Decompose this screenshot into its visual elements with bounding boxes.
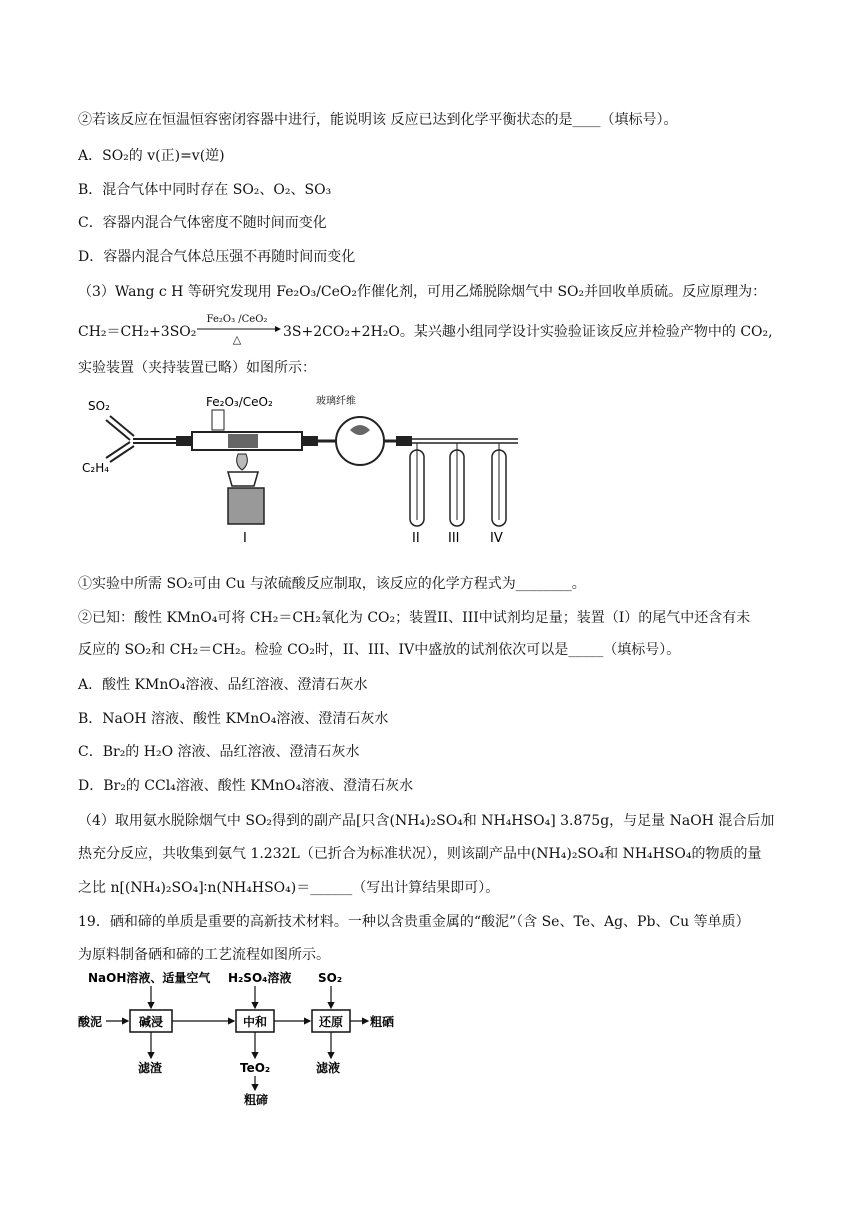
glass-fiber-bulb [336, 417, 384, 465]
reagent-so2: SO₂ [318, 971, 343, 985]
rubber-connector-1 [176, 436, 192, 446]
process-flowchart [78, 968, 418, 1108]
catalyst-label: Fe₂O₃/CeO₂ [206, 395, 273, 409]
q3-option-c: C．Br₂的 H₂O 溶液、品红溶液、澄清石灰水 [78, 744, 360, 760]
crude-te-label: 粗碲 [244, 1093, 269, 1107]
label-IV: IV [490, 531, 503, 546]
filtrate-label: 滤液 [316, 1061, 341, 1075]
q3-setup-text: 实验装置（夹持装置已略）如图所示： [78, 360, 316, 376]
test-tube-II [410, 443, 424, 526]
glass-fiber-label: 玻璃纤维 [316, 396, 356, 407]
q3-2-line1: ②已知：酸性 KMnO₄可将 CH₂＝CH₂氧化为 CO₂；装置II、III中试剂均足量；装置（I）的尾气中还含有未 [78, 610, 751, 626]
step1-label: 碱浸 [138, 1015, 164, 1029]
q3-2-line2: 反应的 SO₂和 CH₂＝CH₂。检验 CO₂时，II、III、IV中盛放的试剂依次可以是_____（填标号）。 [78, 642, 681, 658]
c2h4-label: C₂H₄ [82, 461, 110, 475]
q19-line1: 19．硒和碲的单质是重要的高新技术材料。一种以含贵重金属的“酸泥”（含 Se、Te、Ag、Pb、Cu 等单质） [78, 914, 750, 930]
rubber-connector-2 [302, 436, 318, 446]
lamp-stand [228, 488, 264, 524]
q3-intro: （3）Wang c H 等研究发现用 Fe₂O₃/CeO₂作催化剂，可用乙烯脱除烟气中 SO₂并回收单质硫。反应原理为： [78, 284, 767, 300]
label-I: I [243, 531, 247, 546]
q2-option-c: C．容器内混合气体密度不随时间而变化 [78, 215, 327, 231]
q3-option-d: D．Br₂的 CCl₄溶液、酸性 KMnO₄溶液、澄清石灰水 [78, 778, 414, 794]
teo2-label: TeO₂ [240, 1061, 271, 1075]
so2-label: SO₂ [88, 399, 110, 413]
flame [237, 454, 248, 470]
catalyst-packing [228, 434, 258, 448]
residue-label: 滤渣 [138, 1061, 163, 1075]
q3-equation-right: 3S+2CO₂+2H₂O。某兴趣小组同学设计实验验证该反应并检验产物中的 CO₂, [283, 324, 773, 340]
q3-equation-condition: △ [232, 333, 242, 346]
q4-line1: （4）取用氨水脱除烟气中 SO₂得到的副产品[只含(NH₄)₂SO₄和 NH₄HSO₄] 3.875g，与足量 NaOH 混合后加 [78, 813, 775, 829]
test-tube-IV [492, 443, 506, 526]
q3-equation-catalyst: Fe₂O₃ /CeO₂ [206, 314, 268, 325]
step2-label: 中和 [242, 1015, 268, 1029]
q4-line3: 之比 n[(NH₄)₂SO₄]∶n(NH₄HSO₄)＝______（写出计算结果即可）。 [78, 880, 500, 896]
q2-option-d: D．容器内混合气体总压强不再随时间而变化 [78, 249, 356, 265]
q3-equation-left: CH₂＝CH₂+3SO₂ [78, 324, 197, 340]
y-inlet-tube [106, 416, 178, 462]
q3-1: ①实验中所需 SO₂可由 Cu 与浓硫酸反应制取，该反应的化学方程式为________。 [78, 576, 586, 592]
label-II: II [412, 531, 420, 546]
q3-option-b: B．NaOH 溶液、酸性 KMnO₄溶液、澄清石灰水 [78, 711, 389, 727]
step3-label: 还原 [318, 1015, 344, 1029]
reagent-naoh-air: NaOH溶液、适量空气 [88, 971, 211, 985]
label-III: III [448, 531, 460, 546]
q4-line2: 热充分反应，共收集到氨气 1.232L（已折合为标准状况），则该副产品中(NH₄)₂SO₄和 NH₄HSO₄的物质的量 [78, 846, 762, 862]
q2-option-b: B．混合气体中同时存在 SO₂、O₂、SO₃ [78, 182, 332, 198]
input-acid-mud: 酸泥 [78, 1015, 103, 1029]
alcohol-lamp [228, 472, 258, 486]
q2-option-a: A．SO₂的 v(正)=v(逆) [78, 148, 225, 164]
reagent-h2so4: H₂SO₄溶液 [228, 971, 292, 985]
q19-line2: 为原料制备硒和碲的工艺流程如图所示。 [78, 947, 330, 963]
test-tube-III [450, 443, 464, 526]
q3-option-a: A．酸性 KMnO₄溶液、品红溶液、澄清石灰水 [78, 677, 368, 693]
q2-2-stem: ②若该反应在恒温恒容密闭容器中进行，能说明该 反应已达到化学平衡状态的是____（填标号）。 [78, 112, 678, 128]
gas-pipe [412, 439, 518, 443]
output-crude-se: 粗硒 [370, 1015, 395, 1029]
experiment-apparatus [78, 390, 538, 550]
